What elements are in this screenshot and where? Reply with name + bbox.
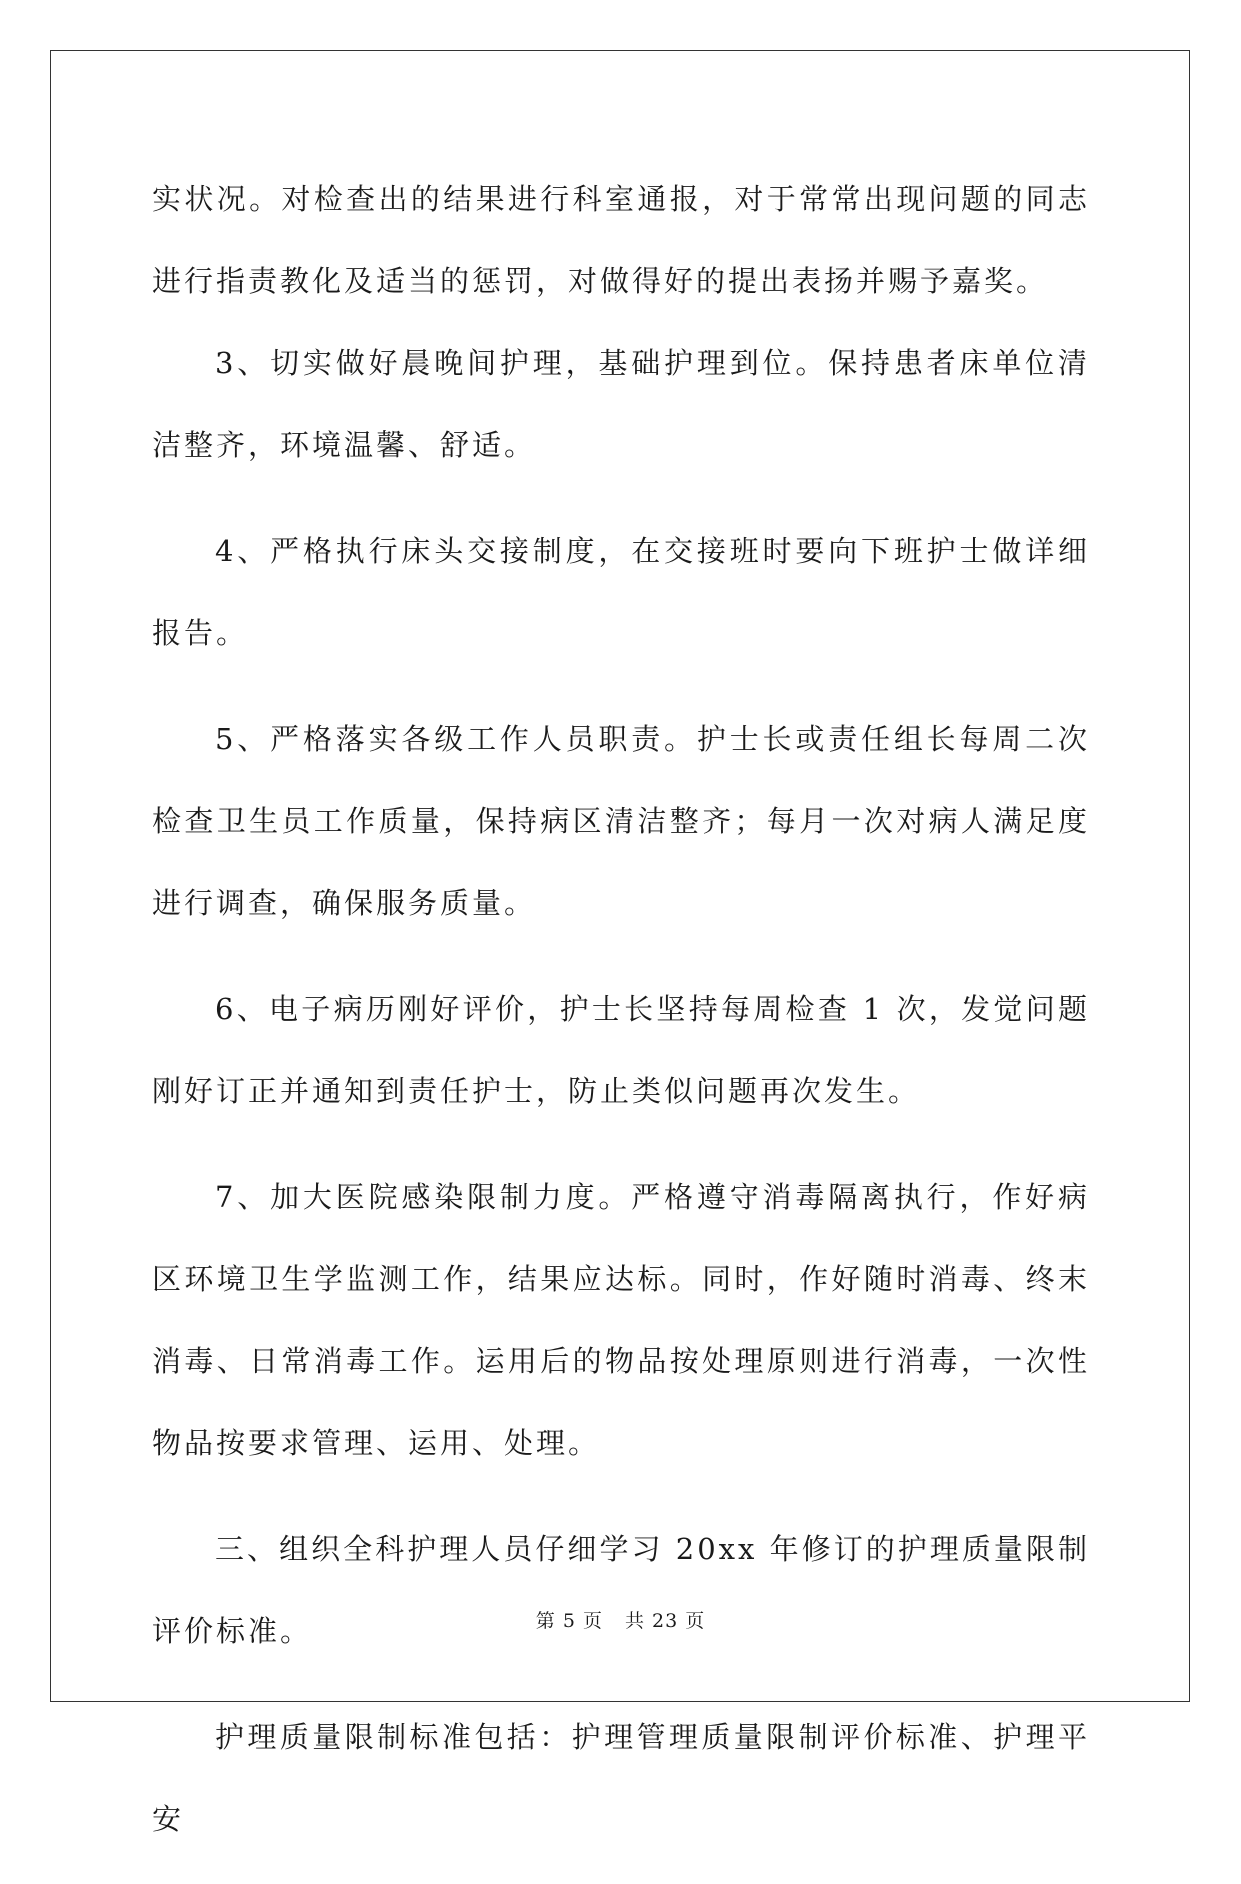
- page-number: 第 5 页: [535, 1610, 603, 1632]
- paragraph: 3、切实做好晨晚间护理，基础护理到位。保持患者床单位清洁整齐，环境温馨、舒适。: [152, 346, 1090, 462]
- paragraph: 护理质量限制标准包括：护理管理质量限制评价标准、护理平安: [152, 1720, 1090, 1836]
- paragraph: 三、组织全科护理人员仔细学习 20xx 年修订的护理质量限制评价标准。: [152, 1532, 1090, 1648]
- paragraph: 5、严格落实各级工作人员职责。护士长或责任组长每周二次检查卫生员工作质量，保持病区清洁整齐；每月一次对病人满足度进行调查，确保服务质量。: [152, 722, 1090, 920]
- paragraph: 7、加大医院感染限制力度。严格遵守消毒隔离执行，作好病区环境卫生学监测工作，结果应达标。同时，作好随时消毒、终末消毒、日常消毒工作。运用后的物品按处理原则进行消毒，一次性物品按要求管理、运用、处理。: [152, 1180, 1090, 1460]
- page-total: 共 23 页: [624, 1610, 706, 1632]
- paragraph: 4、严格执行床头交接制度，在交接班时要向下班护士做详细报告。: [152, 534, 1090, 650]
- paragraph: 实状况。对检查出的结果进行科室通报，对于常常出现问题的同志进行指责教化及适当的惩罚，对做得好的提出表扬并赐予嘉奖。: [152, 182, 1090, 298]
- paragraph: 6、电子病历刚好评价，护士长坚持每周检查 1 次，发觉问题刚好订正并通知到责任护士，防止类似问题再次发生。: [152, 992, 1090, 1108]
- page-footer: [0, 1606, 1241, 1633]
